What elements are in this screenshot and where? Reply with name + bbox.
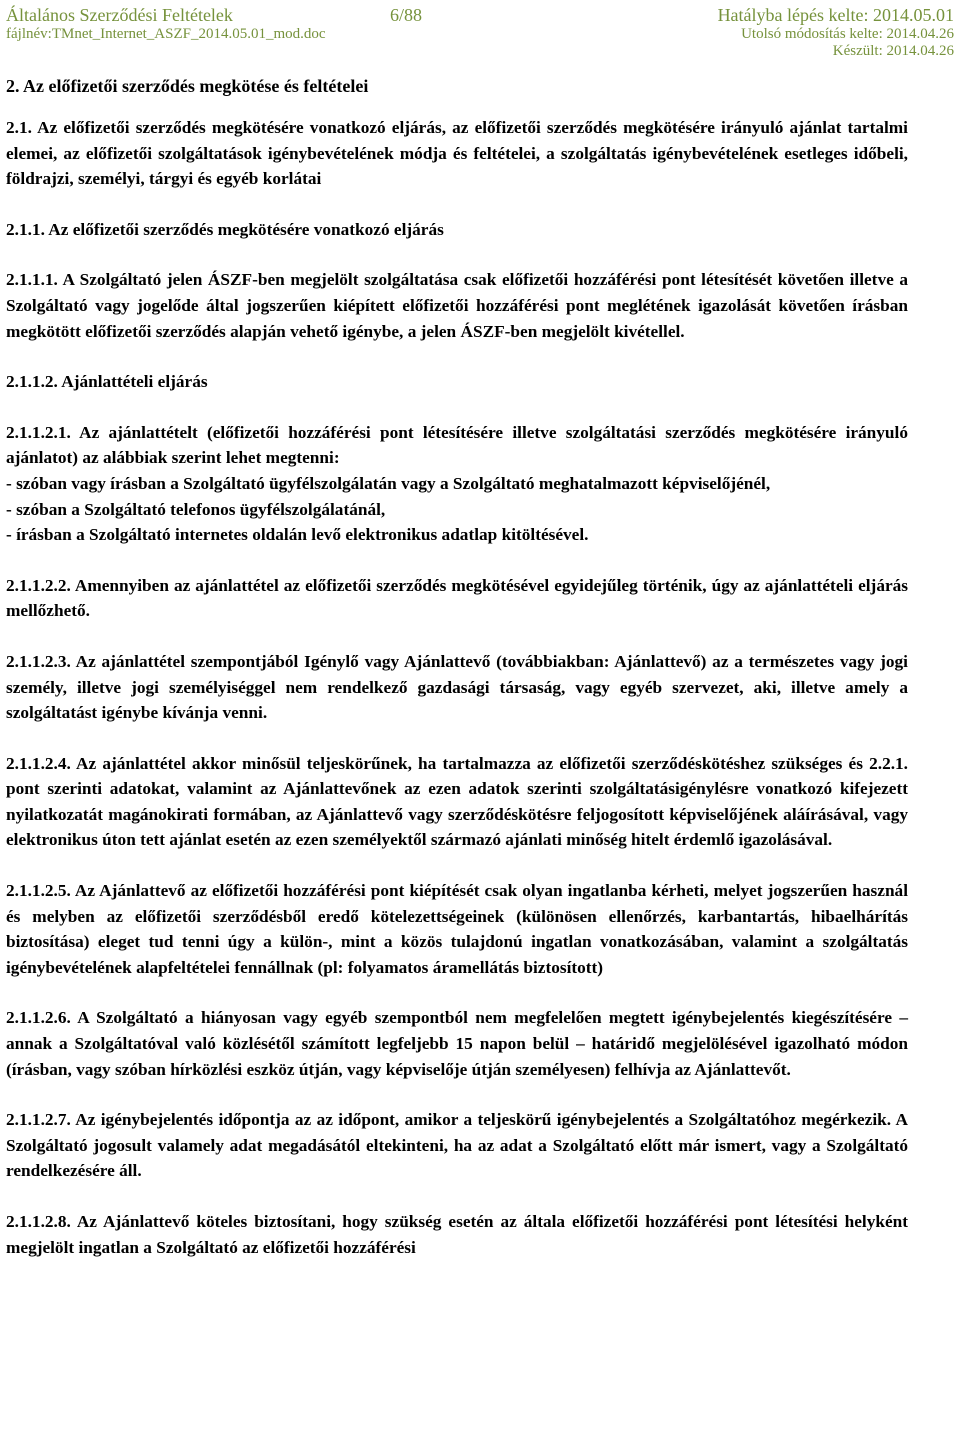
paragraph-2-1-1-2-2: 2.1.1.2.2. Amennyiben az ajánlattétel az előfizetői szerződés megkötésével egyidejűleg történik, úgy az ajánlattételi eljárás mellőzhető. [6,575,908,621]
header-filename: fájlnév:TMnet_Internet_ASZF_2014.05.01_mod.doc [6,26,326,42]
header-effective-date: Hatályba lépés kelte: 2014.05.01 [717,5,954,25]
heading-2-1-1: 2.1.1. Az előfizetői szerződés megkötésére vonatkozó eljárás [6,219,444,239]
header-last-modified: Utolsó módosítás kelte: 2014.04.26 [741,26,954,42]
paragraph-2-1-1-2-8: 2.1.1.2.8. Az Ajánlattevő köteles biztosítani, hogy szükség esetén az általa előfizetői hozzáférési pont létesítési helyként megjelölt ingatlan a Szolgáltató az előfizetői hozzáférési [6,1212,908,1257]
paragraph-2-1-1-2-1: 2.1.1.2.1. Az ajánlattételt (előfizetői hozzáférési pont létesítésére illetve szolgáltatási szerződés megkötésére irányuló ajánlatot) az alábbiak szerint lehet megtenni: [6,422,908,468]
heading-2-1-1-2: 2.1.1.2. Ajánlattételi eljárás [6,372,208,392]
paragraph-2-1-1-2-4: 2.1.1.2.4. Az ajánlattétel akkor minősül teljeskörűnek, ha tartalmazza az előfizetői szerződéskötéshez szükséges és 2.2.1. pont szerinti adatokat, valamint az Ajánlattevőnek az ezen adatok szerinti szolgáltatásigénylésre vonatkozó kifejezett nyilatkozatát magánokirati formában, az Ajánlattevő vagy szerződéskötésre feljogosított képviselőjének aláírásával, vagy elektronikus úton tett ajánlat esetén az ezen személyektől származó ajánlati minőség hitelt érdemlő igazolásával. [6,753,908,850]
list-item: - írásban a Szolgáltató internetes oldalán levő elektronikus adatlap kitöltésével. [6,525,589,545]
paragraph-2-1-1-2-3: 2.1.1.2.3. Az ajánlattétel szempontjából Igénylő vagy Ajánlattevő (továbbiakban: Ajánlattevő) az a természetes vagy jogi személy, illetve jogi személyiséggel nem rendelkező gazdasági társaság, vagy egyéb szervezet, aki, illetve amely a szolgáltatást igénybe kívánja venni. [6,651,908,723]
document-body [6,115,908,1260]
list-item: - szóban vagy írásban a Szolgáltató ügyfélszolgálatán vagy a Szolgáltató meghatalmazott képviselőjénél, [6,473,771,493]
paragraph-2-1-1-2-7: 2.1.1.2.7. Az igénybejelentés időpontja az az időpont, amikor a teljeskörű igénybejelentés a Szolgáltatóhoz megérkezik. A Szolgáltató jogosult valamely adat megadásától eltekinteni, ha az adat a Szolgáltató előtt már ismert, vagy a Szolgáltató rendelkezésére áll. [6,1110,908,1181]
paragraph-2-1-1-2-5: 2.1.1.2.5. Az Ajánlattevő az előfizetői hozzáférési pont kiépítését csak olyan ingatlanba kérheti, melyet jogszerűen használ és melyben az előfizetői szerződésből eredő kötelezettségeinek (különösen ellenőrzés, karbantartás, hibaelhárítás biztosítása) eleget tud tenni úgy a külön-, mint a közös tulajdonú ingatlan vonatkozásában, valamint a szolgáltatás igénybevételének alapfeltételei fennállnak (pl: folyamatos áramellátás biztosított) [6,881,908,977]
header-page-number: 6/88 [390,5,423,25]
list-item: - szóban a Szolgáltató telefonos ügyfélszolgálatánál, [6,499,386,519]
header-doc-title: Általános Szerződési Feltételek [6,5,233,25]
paragraph-2-1-1-2-6: 2.1.1.2.6. A Szolgáltató a hiányosan vagy egyéb szempontból nem megfelelően megtett igénybejelentés kiegészítésére – annak a Szolgáltatóval való közlésétől számított legfeljebb 15 napon belül – határidő megjelölésével igazolható módon (írásban, vagy szóban hírközlési eszköz útján, vagy képviselője útján személyesen) felhívja az Ajánlattevőt. [6,1008,908,1079]
section-title: 2. Az előfizetői szerződés megkötése és feltételei [6,76,369,96]
paragraph-2-1-1-1: 2.1.1.1. A Szolgáltató jelen ÁSZF-ben megjelölt szolgáltatása csak előfizetői hozzáférési pont létesítését követően illetve a Szolgáltató vagy jogelőde által jogszerűen kiépített előfizetői hozzáférési pont meglétének igazolását követően írásban megkötött előfizetői szerződés alapján vehető igénybe, a jelen ÁSZF-ben megjelölt kivétellel. [6,270,908,341]
paragraph-2-1: 2.1. Az előfizetői szerződés megkötésére vonatkozó eljárás, az előfizetői szerződés megkötésére irányuló ajánlat tartalmi elemei, az előfizetői szolgáltatások igénybevételének módja és feltételei, a szolgáltatás igénybevételének esetleges időbeli, földrajzi, személyi, tárgyi és egyéb korlátai [6,118,908,189]
header-created: Készült: 2014.04.26 [832,43,954,59]
